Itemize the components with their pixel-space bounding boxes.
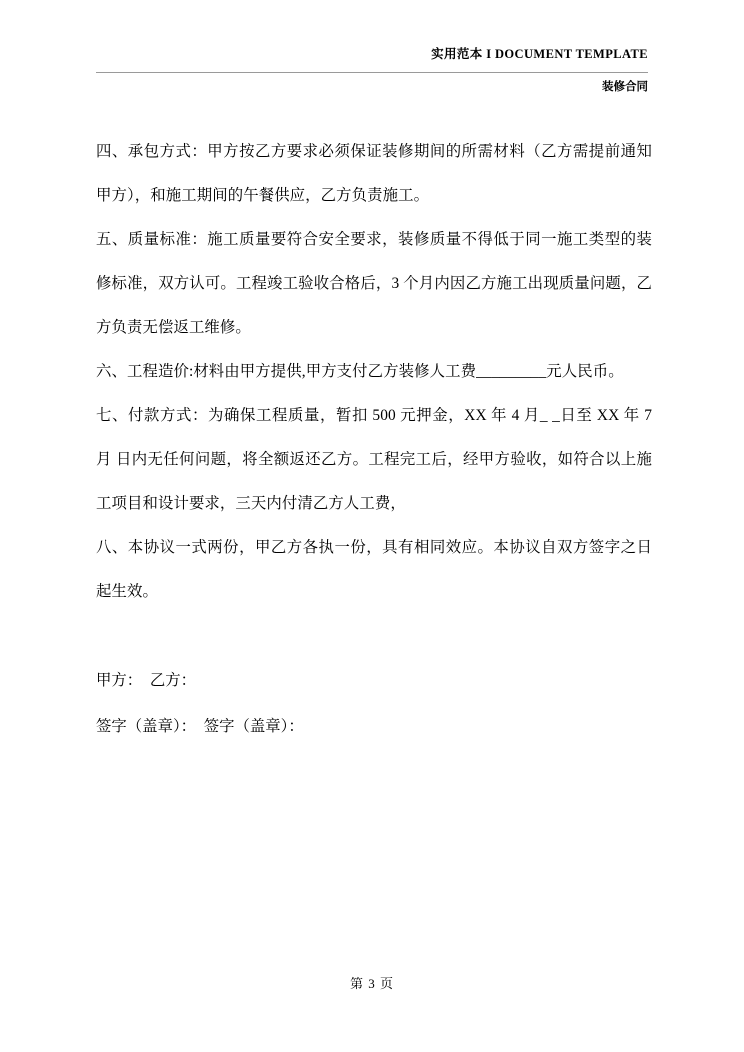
- page-number: 第 3 页: [349, 976, 394, 991]
- paragraph-8: 八、本协议一式两份，甲乙方各执一份，具有相同效应。本协议自双方签字之日起生效。: [96, 539, 652, 600]
- paragraph-5: 五、质量标准：施工质量要符合安全要求，装修质量不得低于同一施工类型的装修标准，双方认可。工程竣工验收合格后，3 个月内因乙方施工出现质量问题，乙方负责无偿返工维修。: [96, 231, 652, 336]
- header-divider: [96, 72, 648, 73]
- paragraph-4: 四、承包方式：甲方按乙方要求必须保证装修期间的所需材料（乙方需提前通知甲方），和施工期间的午餐供应，乙方负责施工。: [96, 143, 652, 204]
- header-subtitle: 装修合同: [602, 81, 648, 93]
- signature-spacer: [96, 614, 652, 658]
- signature-seal-line: 签字（盖章）： 签字（盖章）：: [96, 718, 304, 735]
- signature-party-line: 甲方： 乙方：: [96, 672, 197, 689]
- page-header: [96, 46, 648, 94]
- paragraph-6: 六、工程造价:材料由甲方提供,甲方支付乙方装修人工费_________元人民币。: [96, 363, 624, 380]
- paragraph-7: 七、付款方式：为确保工程质量，暂扣 500 元押金，XX 年 4 月_ _日至 XX 年 7 月 日内无任何问题，将全额返还乙方。工程完工后，经甲方验收，如符合以上施工项目和设计要求，三天内付清乙方人工费，: [96, 407, 652, 512]
- page-footer: [0, 973, 744, 992]
- header-title: 实用范本 I DOCUMENT TEMPLATE: [431, 47, 648, 61]
- document-body: [96, 130, 652, 750]
